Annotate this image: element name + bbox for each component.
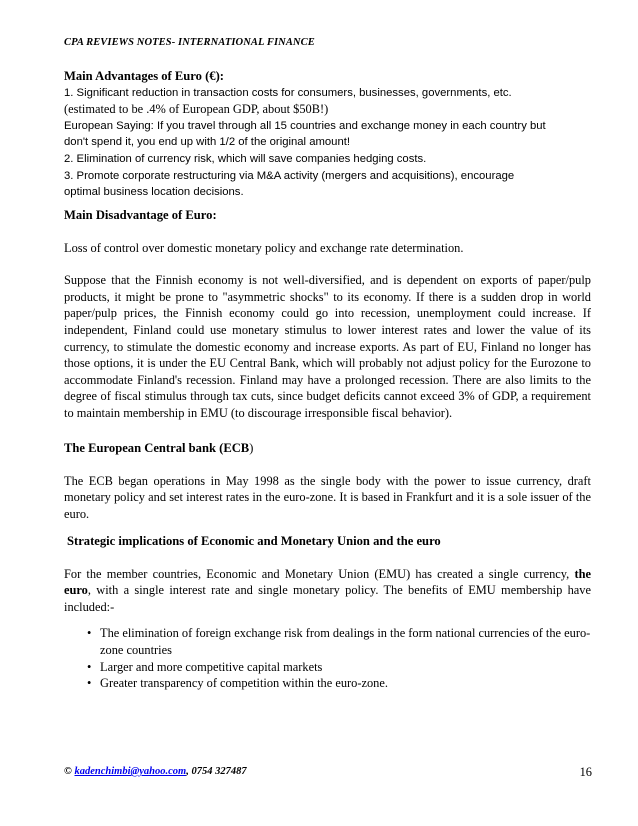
strategic-body-post: , with a single interest rate and single monetary policy. The benefits of EMU membership have included:- [64, 583, 591, 614]
disadvantage-intro: Loss of control over domestic monetary policy and exchange rate determination. [64, 240, 464, 255]
advantages-line: 1. Significant reduction in transaction costs for consumers, businesses, governments, etc. [64, 86, 512, 99]
running-header: CPA REVIEWS NOTES- INTERNATIONAL FINANCE [64, 37, 315, 48]
email-link[interactable]: kadenchimbi@yahoo.com [74, 766, 187, 777]
ecb-heading-close: ) [249, 441, 254, 455]
benefits-list [64, 625, 591, 691]
advantages-list [64, 85, 591, 201]
page-footer [64, 766, 592, 777]
advantages-line: (estimated to be .4% of European GDP, about $50B!) [64, 102, 329, 117]
ecb-heading [64, 440, 591, 457]
bullet-icon: • [87, 676, 92, 691]
advantages-section [64, 68, 591, 201]
footer-phone: , 0754 327487 [186, 766, 247, 777]
list-item [64, 659, 591, 676]
advantages-line: 3. Promote corporate restructuring via M&A activity (mergers and acquisitions), encourage [64, 169, 515, 182]
benefit-text: Greater transparency of competition within the euro-zone. [100, 676, 388, 691]
advantages-line: don't spend it, you end up with 1/2 of the original amount! [64, 136, 351, 149]
page-number: 16 [579, 765, 592, 779]
advantages-line: optimal business location decisions. [64, 186, 244, 199]
strategic-body-pre: For the member countries, Economic and Monetary Union (EMU) has created a single currency, [64, 566, 575, 581]
advantages-line: European Saying: If you travel through all 15 countries and exchange money in each country but [64, 119, 546, 132]
bullet-icon: • [87, 626, 92, 641]
advantages-heading: Main Advantages of Euro (€): [64, 69, 224, 83]
strategic-heading: Strategic implications of Economic and Monetary Union and the euro [67, 534, 441, 548]
benefit-text: The elimination of foreign exchange risk from dealings in the form national currencies of the euro-zone countries [100, 626, 591, 657]
bullet-icon: • [87, 659, 92, 674]
disadvantage-heading: Main Disadvantage of Euro: [64, 208, 217, 222]
ecb-body: The ECB began operations in May 1998 as the single body with the power to issue currency, draft monetary policy and set interest rates in the euro-zone. It is based in Frankfurt and it is a sole issuer of the euro. [64, 473, 591, 521]
strategic-body [64, 566, 591, 616]
disadvantage-body: Suppose that the Finnish economy is not well-diversified, and is dependent on exports of paper/pulp products, it might be prone to "asymmetric shocks" to its economy. If there is a sudden drop in world paper/pulp prices, the Finnish economy could go into recession, unemployment could increase. If independent, Finland could use monetary stimulus to lower interest rates and lower the value of its currency, to stimulate the domestic economy and increase exports. As part of EU, Finland no longer has those options, it is under the EU Central Bank, which will probably not adjust policy for the Eurozone to accommodate Finland's recession. Finland may have a prolonged recession. There are also limits to the degree of fiscal stimulus through tax cuts, since budget deficits cannot exceed 3% of GDP, a requirement to maintain membership in EMU (to discourage irresponsible fiscal behavior). [64, 273, 591, 420]
copyright-symbol: © [64, 766, 72, 777]
strategic-section [64, 533, 591, 692]
list-item [64, 675, 591, 692]
disadvantage-section [64, 207, 591, 422]
advantages-line: 2. Elimination of currency risk, which will save companies hedging costs. [64, 152, 427, 165]
ecb-heading-text: The European Central bank (ECB [64, 441, 250, 455]
list-item [64, 625, 591, 658]
benefit-text: Larger and more competitive capital markets [100, 659, 323, 674]
strategic-body-bold: the euro [64, 566, 591, 598]
ecb-section [64, 440, 591, 522]
